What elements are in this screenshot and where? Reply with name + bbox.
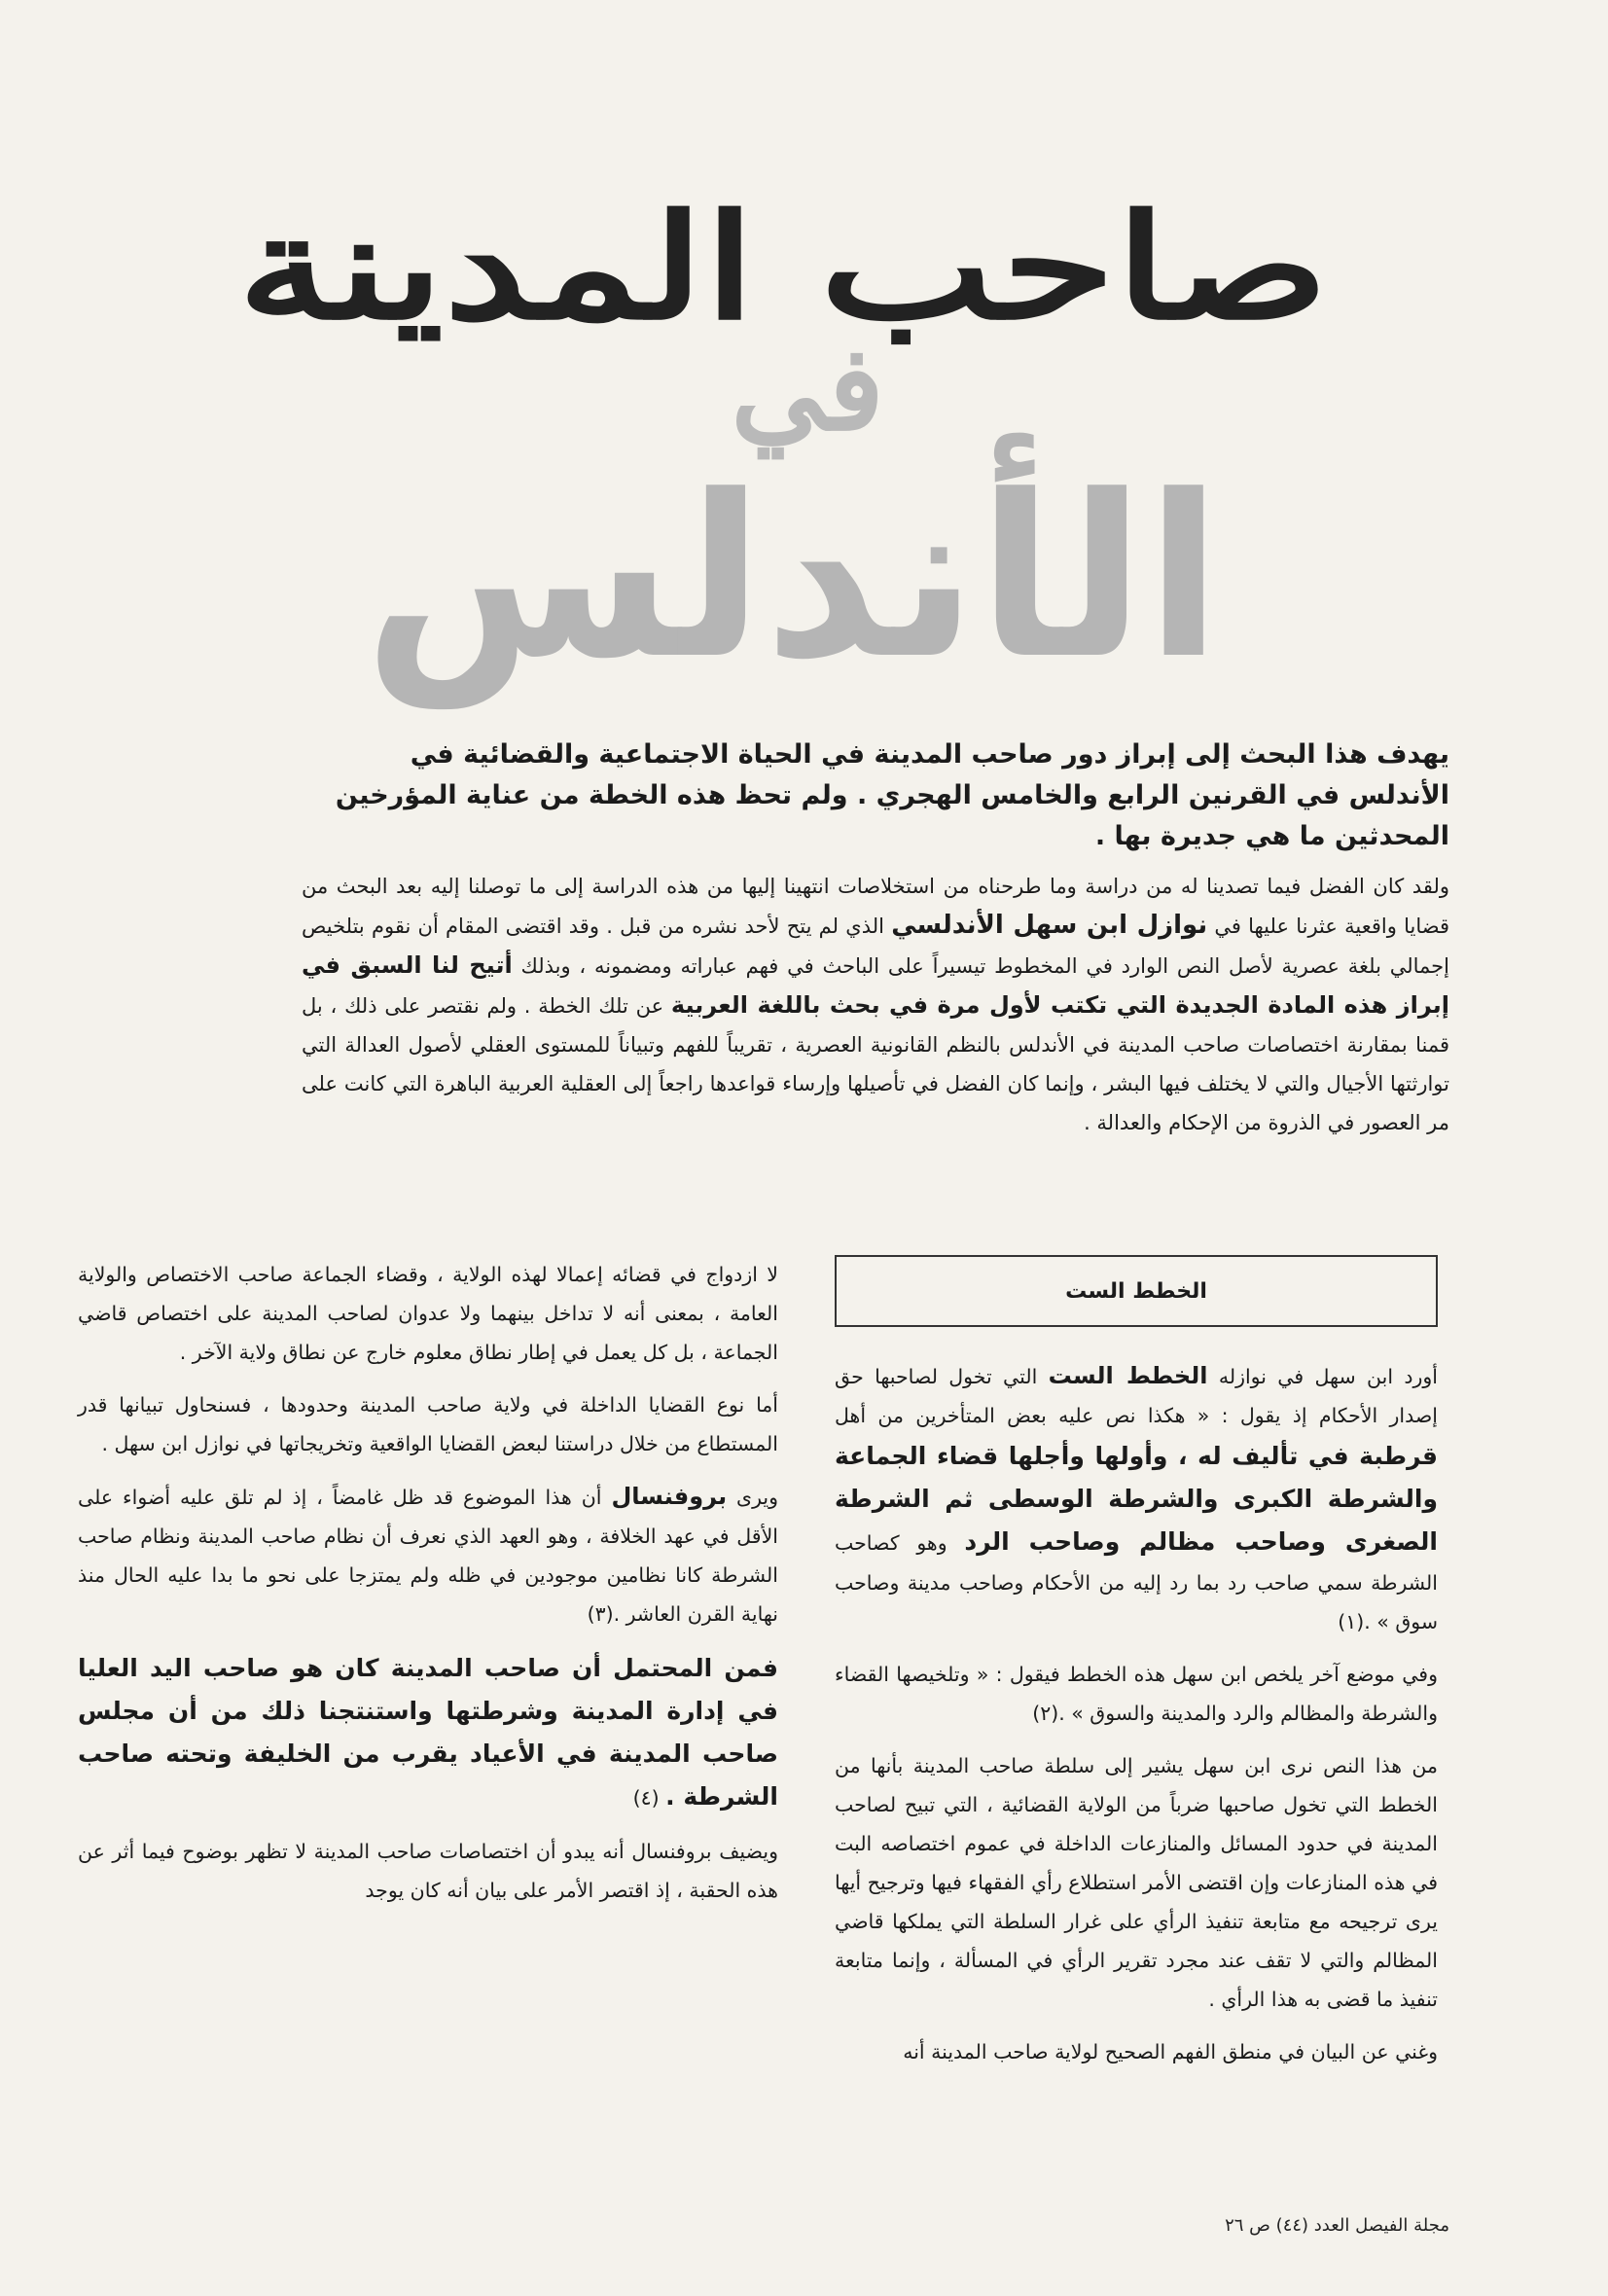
body-paragraph: وغني عن البيان في منطق الفهم الصحيح لولاية صاحب المدينة أنه [903,2040,1438,2063]
intro-text: عن تلك الخطة . ولم نقتصر على ذلك ، بل قمنا بمقارنة اختصاصات صاحب المدينة في الأندلس بالنظم القانونية العصرية ، تقريباً للفهم وتبياناً للمستوى العقلي لأصول العدالة التي توارثتها الأجيال والتي لا يختلف فيها البشر ، وإنما كان الفضل في تأصيلها وإرساء قواعدها راجعاً إلى العقلية العربية الباهرة التي كانت على مر العصور في الذروة من الإحكام والعدالة . [302,994,1449,1134]
left-column [78,1255,778,1923]
body-paragraph: من هذا النص نرى ابن سهل يشير إلى سلطة صاحب المدينة بأنها من الخطط التي تخول صاحبها ضرباً من الولاية القضائية ، التي تبيح لصاحب المدينة في حدود المسائل والمنازعات الداخلة في عموم اختصاصه البت في هذه المنازعات وإن اقتضى الأمر استطلاع رأي الفقهاء فيها وترجيح أيها يرى ترجيحه مع متابعة تنفيذ الرأي على غرار السلطة التي يملكها قاضي المظالم والتي لا تقف عند مجرد تقرير الرأي في المسألة ، وإنما متابعة تنفيذ ما قضى به هذا الرأي . [835,1754,1438,2011]
body-text: أن هذا الموضوع قد ظل غامضاً ، إذ لم تلق عليه أضواء على الأقل في عهد الخلافة ، وهو العهد الذي نعرف أن نظام صاحب المدينة ونظام صاحب الشرطة كانا نظامين موجودين في ظله ولم يمتزجا على نحو ما بدا عليه الحال منذ نهاية القرن العاشر .(٣) [78,1486,778,1626]
body-text: أورد ابن سهل في نوازله [1207,1365,1438,1388]
abstract-line: يهدف هذا البحث إلى إبراز دور صاحب المدينة في الحياة الاجتماعية والقضائية في [410,739,1449,770]
article-title: صاحب المدينة [237,182,1329,352]
body-paragraph: وفي موضع آخر يلخص ابن سهل هذه الخطط فيقول : « وتلخيصها القضاء والشرطة والمظالم والرد والمدينة والسوق » .(٢) [835,1663,1438,1725]
body-text: وهو كصاحب الشرطة سمي صاحب رد بما رد إليه من الأحكام وصاحب مدينة وصاحب سوق » .(١) [835,1531,1438,1633]
intro-text: الذي لم يتح لأحد نشره من قبل . وقد اقتضى المقام أن نقوم بتلخيص إجمالي بلغة عصرية لأصل النص الوارد في المخطوط تيسيراً على الباحث في فهم عباراته ومضمونه ، وبذلك [302,915,1449,978]
intro-emphasis: نوازل ابن سهل الأندلسي [891,911,1208,940]
body-emphasis: بروفنسال [611,1483,728,1510]
section-heading-box: الخطط الست [835,1255,1438,1327]
article-title-place: الأندلس [363,448,1223,708]
body-paragraph [835,1356,1438,1641]
right-column [835,1255,1438,2085]
intro-paragraph [302,867,1449,1142]
body-paragraph: لا ازدواج في قضائه إعمالا لهذه الولاية ، وقضاء الجماعة صاحب الاختصاص والولاية العامة ، بمعنى أنه لا تداخل بينهما ولا عدوان لصاحب المدينة على اختصاص قاضي الجماعة ، بل كل يعمل في إطار نطاق معلوم خارج عن نطاق ولاية الآخر . [78,1263,778,1364]
abstract-line: الأندلس في القرنين الرابع والخامس الهجري . ولم تحظ هذه الخطة من عناية المؤرخين [335,780,1449,810]
body-emphasis: فمن المحتمل أن صاحب المدينة كان هو صاحب اليد العليا في إدارة المدينة وشرطتها واستنتجنا ذلك من أن مجلس صاحب المدينة في الأعياد يقرب من الخليفة وتحته صاحب الشرطة . [78,1654,778,1811]
intro-emphasis: أتيح لنا السبق في إبراز هذه المادة الجديدة التي تكتب لأول مرة في بحث باللغة العربية [302,951,1449,1019]
body-text: ويرى [727,1486,778,1509]
intro-text: ولقد كان الفضل فيما تصدينا له من دراسة وما طرحناه من استخلاصات انتهينا إليها من هذه الدراسة إلى ما توصلنا إليه بعد البحث من قضايا واقعية عثرنا عليها في [302,875,1449,938]
body-paragraph [78,1477,778,1633]
intro-section [302,735,1449,1142]
body-text: التي تخول لصاحبها حق إصدار الأحكام إذ يقول : « هكذا نص عليه بعض المتأخرين من أهل [835,1365,1438,1427]
footnote-ref: (٤) [632,1786,666,1810]
body-emphasis: الخطط الست [1048,1362,1208,1389]
body-paragraph: ويضيف بروفنسال أنه يبدو أن اختصاصات صاحب المدينة لا تظهر بوضوح فيما أثر عن هذه الحقبة ، إذ اقتصر الأمر على بيان أنه كان يوجد [78,1840,778,1902]
abstract-line: المحدثين ما هي جديرة بها . [1094,821,1449,851]
page-footer-citation: مجلة الفيصل العدد (٤٤) ص ٢٦ [1225,2215,1449,2236]
article-title-connector: في [731,320,884,457]
body-paragraph: أما نوع القضايا الداخلة في ولاية صاحب المدينة وحدودها ، فسنحاول تبيانها قدر المستطاع من خلال دراستنا لبعض القضايا الواقعية وتخريجاتها في نوازل ابن سهل . [78,1393,778,1455]
body-paragraph [78,1647,778,1818]
body-emphasis: قرطبة في تأليف له ، وأولها وأجلها قضاء الجماعة والشرطة الكبرى والشرطة الوسطى ثم الشرطة الصغرى وصاحب مظالم وصاحب الرد [835,1442,1438,1556]
abstract [302,735,1449,857]
